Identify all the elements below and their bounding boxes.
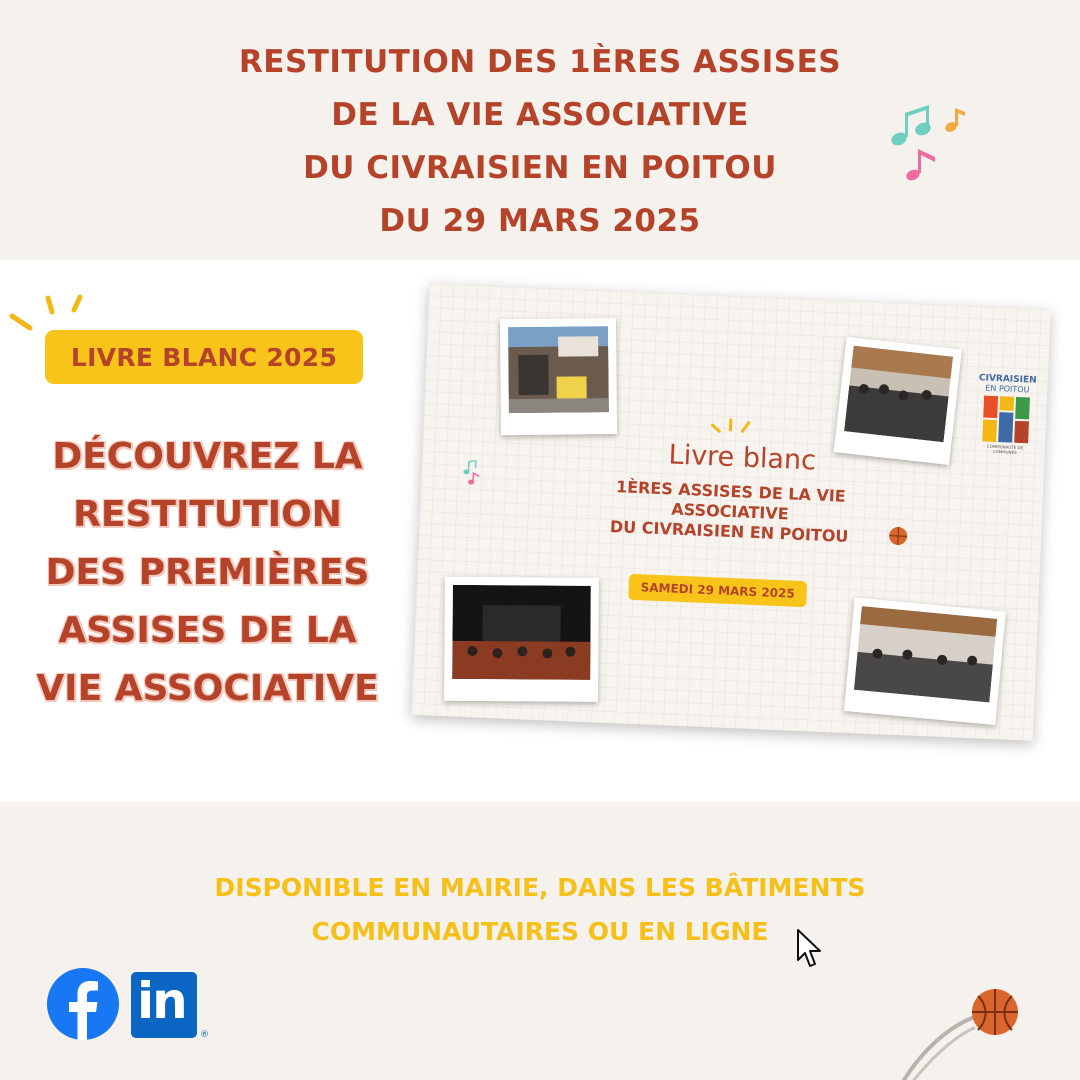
cover-basketball-icon [887, 525, 910, 548]
cover-subtitle-line: ASSOCIATIVE [671, 499, 790, 524]
discover-line: ASSISES DE LA [58, 610, 357, 651]
livre-blanc-cover[interactable] [411, 283, 1051, 741]
photo-crowd-hall [834, 337, 962, 465]
cover-subtitle-line: 1ÈRES ASSISES DE LA VIE [615, 477, 847, 506]
cover-date-badge: SAMEDI 29 MARS 2025 [628, 574, 807, 607]
title-line: DE LA VIE ASSOCIATIVE [331, 97, 749, 133]
logo-mark-icon [982, 395, 1030, 443]
linkedin-icon[interactable] [131, 972, 197, 1038]
logo-line: CIVRAISIEN [978, 373, 1037, 386]
registered-mark: ® [200, 1030, 209, 1040]
photo-theater [444, 577, 599, 702]
cover-music-notes-icon [461, 460, 486, 487]
facebook-icon[interactable] [47, 968, 119, 1040]
logo-caption: COMMUNAUTÉ DE COMMUNES [986, 443, 1024, 455]
discover-heading [15, 428, 400, 718]
civraisien-logo [976, 374, 1037, 455]
cursor-icon [796, 928, 824, 970]
logo-line: EN POITOU [985, 383, 1030, 395]
title-line: DU CIVRAISIEN EN POITOU [303, 150, 777, 186]
page-title [140, 36, 940, 248]
music-notes-icon [885, 105, 975, 185]
title-line: DU 29 MARS 2025 [379, 203, 701, 239]
photo-building [500, 318, 617, 435]
discover-line: VIE ASSOCIATIVE [36, 668, 379, 709]
availability-line: COMMUNAUTAIRES OU EN LIGNE [311, 917, 769, 946]
cover-subtitle [569, 475, 891, 548]
discover-line: RESTITUTION [73, 494, 342, 535]
discover-line: DES PREMIÈRES [45, 552, 370, 593]
availability-text [130, 866, 950, 954]
cover-sparkle-icon [709, 417, 752, 437]
linkedin-icon-text: in [137, 972, 186, 1030]
cover-title: Livre blanc [668, 439, 817, 477]
livre-blanc-badge: LIVRE BLANC 2025 [45, 330, 363, 384]
title-line: RESTITUTION DES 1ÈRES ASSISES [238, 44, 842, 80]
photo-crowd-lobby [844, 597, 1006, 725]
basketball-icon [900, 984, 1030, 1080]
discover-line: DÉCOUVREZ LA [52, 436, 363, 477]
cover-subtitle-line: DU CIVRAISIEN EN POITOU [609, 516, 849, 546]
availability-line: DISPONIBLE EN MAIRIE, DANS LES BÂTIMENTS [214, 873, 866, 902]
